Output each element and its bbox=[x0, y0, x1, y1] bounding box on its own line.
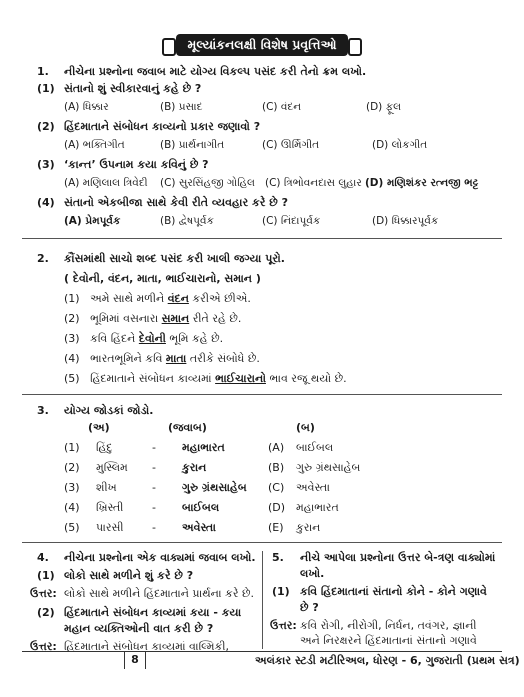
column-divider bbox=[262, 551, 263, 649]
q3-col-b-header: (બ) bbox=[296, 421, 315, 434]
q2-3-answer: દેવોની bbox=[138, 332, 166, 345]
q2-2-post: રીતે રહે છે. bbox=[189, 312, 242, 325]
q2-2 bbox=[64, 312, 241, 326]
q1-3-option-b: (C) સુરસિંહજી ગોહિલ bbox=[160, 177, 255, 189]
q2-1-answer: વંદન bbox=[167, 292, 189, 305]
q3-row-2-a: મુસ્લિમ bbox=[96, 461, 128, 474]
q1-1-option-b: (B) પ્રસાદ bbox=[160, 101, 203, 113]
q1-3-question: ‘કાન્ત’ ઉપનામ કયા કવિનું છે ? bbox=[64, 158, 209, 171]
q4-number: 4. bbox=[37, 551, 49, 564]
q2-3-post: ભૂમિ કહે છે. bbox=[165, 332, 224, 345]
q3-row-4-b-num: (D) bbox=[268, 501, 286, 514]
q2-1-pre: અમે સાથે મળીને bbox=[90, 292, 168, 305]
footer-text: અલંકાર સ્ટડી મટીરિઅલ, ધોરણ - 6, ગુજરાતી (પ્રથમ સત્ર) bbox=[255, 654, 520, 667]
q1-3-option-d: (D) મણિશંકર રત્નજી ભટ્ટ bbox=[365, 177, 479, 189]
q2-instruction: કૌંસમાંથી સાચો શબ્દ પસંદ કરી ખાલી જગ્યા પૂરો. bbox=[64, 252, 285, 265]
q3-row-3-a: શીખ bbox=[96, 481, 117, 494]
q2-5-post: ભાવ રજૂ થયો છે. bbox=[265, 372, 347, 385]
q2-5-number: (5) bbox=[64, 372, 80, 385]
q1-4-number: (4) bbox=[37, 196, 55, 209]
q3-row-5-b: કુરાન bbox=[296, 521, 321, 534]
q3-row-3-b-num: (C) bbox=[268, 481, 285, 494]
q2-4-pre: ભારતભૂમિને કવિ bbox=[90, 352, 166, 365]
q3-row-4-b: મહાભારત bbox=[296, 501, 339, 514]
q3-row-2-answer: કુરાન bbox=[182, 461, 207, 474]
q4-1-answer-label: ઉત્તર: bbox=[30, 587, 57, 600]
q3-col-answer-header: (જવાબ) bbox=[168, 421, 207, 434]
q4-1-question: લોકો સાથે મળીને શું કરે છે ? bbox=[64, 569, 194, 582]
q3-row-4-num: (4) bbox=[64, 501, 80, 514]
q5-1-question-line-2: છે ? bbox=[300, 601, 319, 614]
q3-row-1-num: (1) bbox=[64, 441, 80, 454]
q3-row-5-answer: અવેસ્તા bbox=[182, 521, 216, 534]
q5-instruction-line-1: નીચે આપેલા પ્રશ્નોના ઉત્તર બે-ત્રણ વાક્યોમાં bbox=[300, 551, 496, 564]
q4-2-answer-line-1: હિંદમાતાને સંબોધન કાવ્યમાં વાલ્મિકી, bbox=[64, 640, 229, 653]
q1-3-option-c: (C) ત્રિભોવનદાસ લુહાર bbox=[265, 177, 362, 189]
q1-1-question: સંતાનો શું સ્વીકારવાનું કહે છે ? bbox=[64, 82, 202, 95]
divider bbox=[22, 394, 502, 395]
q1-3-number: (3) bbox=[37, 158, 55, 171]
q4-instruction: નીચેના પ્રશ્નોના એક વાક્યમાં જવાબ લખો. bbox=[64, 551, 256, 564]
q3-row-5-b-num: (E) bbox=[268, 521, 284, 534]
q4-1-number: (1) bbox=[37, 569, 55, 582]
q1-instruction: નીચેના પ્રશ્નોના જવાબ માટે યોગ્ય વિકલ્પ પસંદ કરી તેનો ક્રમ લખો. bbox=[64, 65, 367, 78]
q1-3-option-a: (A) મણિલાલ ત્રિવેદી bbox=[64, 177, 148, 189]
q1-2-option-b: (B) પ્રાર્થનાગીત bbox=[160, 139, 225, 151]
q3-row-1-b-num: (A) bbox=[268, 441, 285, 454]
q2-2-answer: સમાન bbox=[161, 312, 190, 325]
q5-1-number: (1) bbox=[272, 585, 290, 598]
q5-instruction-line-2: લખો. bbox=[300, 567, 325, 580]
q3-row-3-answer: ગુરુ ગ્રંથસાહેબ bbox=[182, 481, 247, 494]
q4-2-question-line-1: હિંદમાતાને સંબોધન કાવ્યમાં કયા - કયા bbox=[64, 606, 242, 619]
q3-row-3-num: (3) bbox=[64, 481, 80, 494]
q3-row-2-num: (2) bbox=[64, 461, 80, 474]
q5-1-question-line-1: કવિ હિંદમાતાનાં સંતાનો કોને - કોને ગણાવે bbox=[300, 585, 487, 598]
q1-4-option-c: (C) નિંદાપૂર્વક bbox=[262, 215, 321, 227]
q3-row-4-a: ખ્રિસ્તી bbox=[96, 501, 124, 514]
q3-row-2-b-num: (B) bbox=[268, 461, 285, 474]
q2-1-post: કરીએ છીએ. bbox=[188, 292, 251, 305]
q3-row-1-answer: મહાભારત bbox=[182, 441, 225, 454]
q2-3-pre: કવિ હિંદને bbox=[90, 332, 139, 345]
q1-4-question: સંતાનો એકબીજા સાથે કેવી રીતે વ્યવહાર કરે છે ? bbox=[64, 196, 288, 209]
section-title: મૂલ્યાંકનલક્ષી વિશેષ પ્રવૃત્તિઓ bbox=[176, 34, 348, 56]
q1-2-question: હિંદમાતાને સંબોધન કાવ્યનો પ્રકાર જણાવો ? bbox=[64, 120, 261, 133]
q3-row-4-answer: બાઈબલ bbox=[182, 501, 220, 514]
q4-2-number: (2) bbox=[37, 606, 55, 619]
q1-1-option-c: (C) વંદન bbox=[262, 101, 302, 113]
q2-4-answer: માતા bbox=[165, 352, 187, 365]
q1-4-option-a: (A) પ્રેમપૂર્વક bbox=[64, 215, 121, 227]
q2-4-post: તરીકે સંબોધે છે. bbox=[186, 352, 260, 365]
q3-row-1-b: બાઈબલ bbox=[296, 441, 334, 454]
q4-2-question-line-2: મહાન વ્યક્તિઓની વાત કરી છે ? bbox=[64, 622, 214, 635]
q2-4 bbox=[64, 352, 260, 366]
q1-number: 1. bbox=[37, 65, 49, 78]
q2-1 bbox=[64, 292, 251, 306]
q5-number: 5. bbox=[272, 551, 284, 564]
q3-col-a-header: (અ) bbox=[88, 421, 110, 434]
q4-1-answer: લોકો સાથે મળીને હિંદમાતાને પ્રાર્થના કરે છે. bbox=[64, 587, 255, 600]
q3-row-2-b: ગુરુ ગ્રંથસાહેબ bbox=[296, 461, 361, 474]
q3-number: 3. bbox=[37, 404, 49, 417]
q5-1-answer-label: ઉત્તર: bbox=[270, 619, 297, 632]
q1-4-option-b: (B) દ્વેષપૂર્વક bbox=[160, 215, 214, 227]
q1-2-option-a: (A) ભક્તિગીત bbox=[64, 139, 125, 151]
q1-1-option-d: (D) ફૂલ bbox=[366, 101, 402, 113]
q3-row-5-num: (5) bbox=[64, 521, 80, 534]
q3-instruction: યોગ્ય જોડકાં જોડો. bbox=[64, 404, 154, 417]
q3-row-4-dash: - bbox=[152, 501, 156, 514]
q2-2-number: (2) bbox=[64, 312, 80, 325]
q2-3 bbox=[64, 332, 223, 346]
q1-1-option-a: (A) ધિક્કાર bbox=[64, 101, 109, 113]
q2-5 bbox=[64, 372, 347, 386]
q1-2-number: (2) bbox=[37, 120, 55, 133]
q1-2-option-d: (D) લોકગીત bbox=[372, 139, 428, 151]
q2-2-pre: ભૂમિમાં વસનારા bbox=[90, 312, 162, 325]
q1-1-number: (1) bbox=[37, 82, 55, 95]
q3-row-2-dash: - bbox=[152, 461, 156, 474]
q3-row-5-dash: - bbox=[152, 521, 156, 534]
q4-2-answer-label: ઉત્તર: bbox=[30, 640, 57, 653]
divider bbox=[22, 542, 502, 543]
q3-row-1-dash: - bbox=[152, 441, 156, 454]
q5-1-answer-line-2: અને નિરક્ષરને હિંદમાતાનાં સંતાનો ગણાવે bbox=[300, 634, 477, 647]
q2-4-number: (4) bbox=[64, 352, 80, 365]
q2-5-answer: ભાઈચારાનો bbox=[215, 372, 266, 385]
q5-1-answer-line-1: કવિ રોગી, નીરોગી, નિર્ધન, તવંગર, જ્ઞાની bbox=[300, 619, 477, 632]
q3-row-5-a: પારસી bbox=[96, 521, 124, 534]
q2-3-number: (3) bbox=[64, 332, 80, 345]
q2-1-number: (1) bbox=[64, 292, 80, 305]
q2-number: 2. bbox=[37, 252, 49, 265]
q3-row-1-a: હિંદુ bbox=[96, 441, 113, 454]
divider bbox=[22, 238, 502, 239]
q3-row-3-b: અવેસ્તા bbox=[296, 481, 330, 494]
page-number: 8 bbox=[124, 651, 146, 669]
q1-4-option-d: (D) ધિક્કારપૂર્વક bbox=[372, 215, 439, 227]
q1-2-option-c: (C) ઊર્મિગીત bbox=[262, 139, 320, 151]
q2-5-pre: હિંદમાતાને સંબોધન કાવ્યમાં bbox=[90, 372, 216, 385]
q2-word-bank: ( દેવોની, વંદન, માતા, ભાઈચારાનો, સમાન ) bbox=[64, 272, 261, 285]
q3-row-3-dash: - bbox=[152, 481, 156, 494]
